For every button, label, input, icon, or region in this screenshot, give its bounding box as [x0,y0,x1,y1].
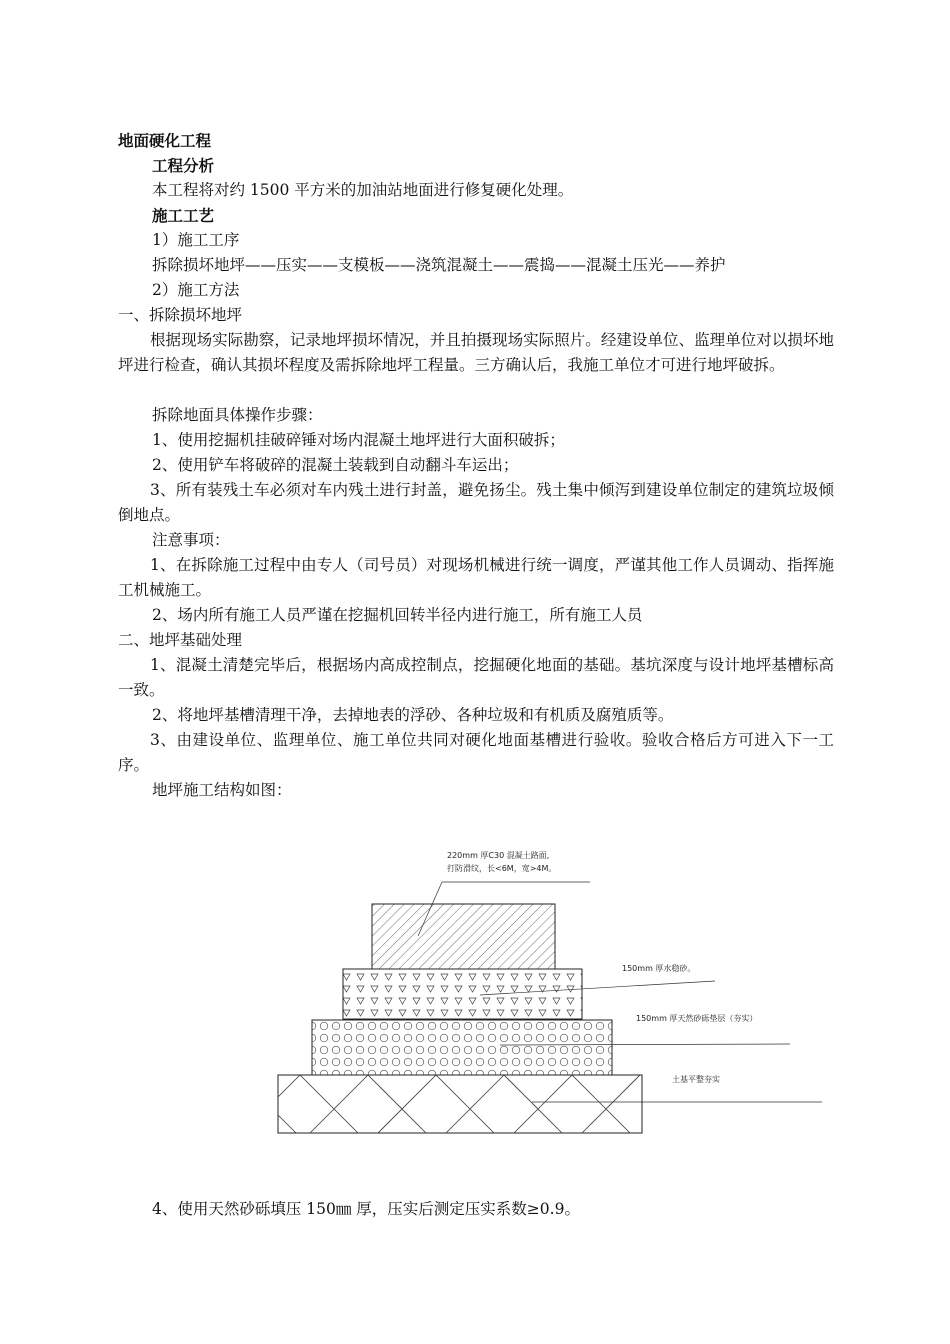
part2-item3: 3、由建设单位、监理单位、施工单位共同对硬化地面基槽进行验收。验收合格后方可进入下一工序。 [118,731,834,774]
part1-notes-title: 注意事项： [152,531,230,549]
part1-steps-title: 拆除地面具体操作步骤： [152,406,323,424]
analysis-text: 本工程将对约 1500 平方米的加油站地面进行修复硬化处理。 [152,181,574,199]
part1-step3: 3、所有装残土车必须对车内残土进行封盖，避免扬尘。残土集中倾泻到建设单位制定的建筑垃圾倾倒地点。 [118,481,834,524]
part1-title: 一、拆除损坏地坪 [118,306,243,324]
part2-item4: 4、使用天然砂砾填压 150㎜ 厚，压实后测定压实系数≥0.9。 [152,1200,580,1218]
label-concrete-line2: 打防滑纹，长<6M，宽>4M。 [447,864,557,873]
process-step2-label: 2）施工方法 [152,281,240,299]
section-title-analysis: 工程分析 [152,156,215,175]
label-stabilized-sand: 150mm 厚水稳砂。 [622,964,696,973]
process-sequence: 拆除损坏地坪——压实——支模板——浇筑混凝土——震捣——混凝土压光——养护 [152,256,726,274]
part2-item1: 1、混凝土清楚完毕后，根据场内高成控制点，挖掘硬化地面的基础。基坑深度与设计地坪基槽标高一致。 [118,656,834,699]
part1-step1: 1、使用挖掘机挂破碎锤对场内混凝土地坪进行大面积破拆； [152,431,565,449]
part1-step2: 2、使用铲车将破碎的混凝土装载到自动翻斗车运出； [152,456,519,474]
soil-base-layer [278,1075,642,1133]
part1-note1: 1、在拆除施工过程中由专人（司号员）对现场机械进行统一调度，严谨其他工作人员调动、指挥施工机械施工。 [118,556,834,599]
figure-caption: 地坪施工结构如图： [152,781,292,799]
part1-note2: 2、场内所有施工人员严谨在挖掘机回转半径内进行施工，所有施工人员 [152,606,643,624]
gravel-layer [312,1020,612,1075]
section-title-process: 施工工艺 [152,206,215,225]
label-gravel: 150mm 厚天然砂砾垫层（夯实） [636,1014,758,1023]
stabilized-sand-layer [343,969,582,1019]
label-soil-base: 土基平整夯实 [672,1075,720,1084]
part2-title: 二、地坪基础处理 [118,631,243,649]
concrete-layer [372,904,555,969]
part2-item2: 2、将地坪基槽清理干净，去掉地表的浮砂、各种垃圾和有机质及腐殖质等。 [152,706,674,724]
document-heading: 地面硬化工程 [118,131,212,150]
process-step1-label: 1）施工工序 [152,231,240,249]
part1-paragraph: 根据现场实际勘察，记录地坪损坏情况，并且拍摄现场实际照片。经建设单位、监理单位对以损坏地坪进行检查，确认其损坏程度及需拆除地坪工程量。三方确认后，我施工单位才可进行地坪破拆。 [118,331,834,374]
pavement-structure-diagram [270,840,830,1140]
label-concrete-line1: 220mm 厚C30 混凝土路面, [447,851,550,860]
